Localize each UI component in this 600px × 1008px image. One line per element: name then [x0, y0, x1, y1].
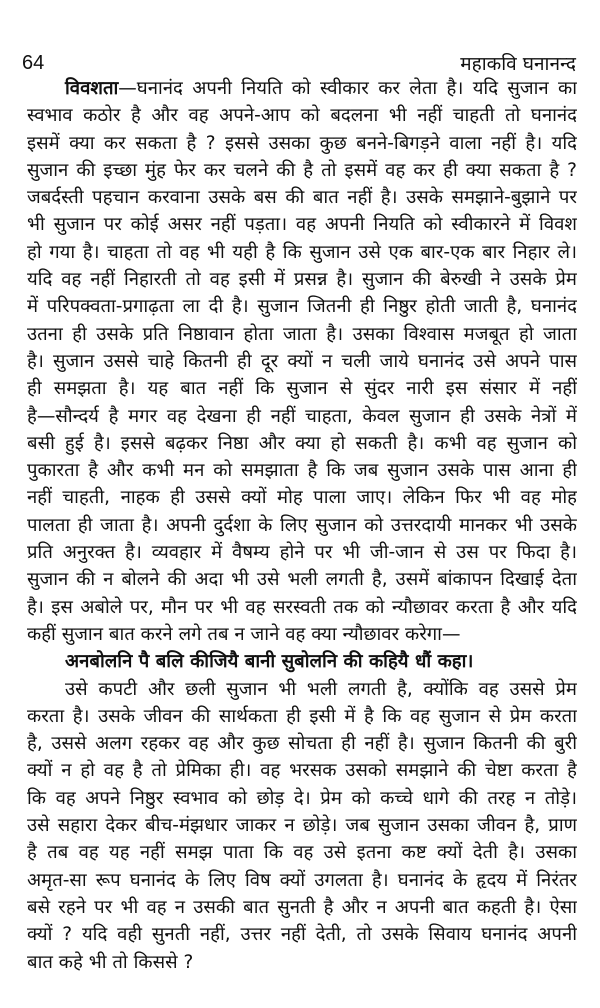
paragraph-line: करता है। उसके जीवन की सार्थकता ही इसी में है कि वह सुजान से प्रेम करता: [27, 705, 577, 727]
paragraph-line: पालता ही जाता है। अपनी दुर्दशा के लिए सुजान को उत्तरदायी मानकर भी उसके: [27, 514, 577, 536]
paragraph-line: यदि वह नहीं निहारती तो वह इसी में प्रसन्न है। सुजान की बेरुखी ने उसके प्रेम: [27, 269, 577, 291]
paragraph-line: बसी हुई है। इससे बढ़कर निष्ठा और क्या हो सकती है। कभी वह सुजान को: [27, 432, 577, 454]
line-text: —घनानंद अपनी नियति को स्वीकार कर लेता है। यदि सुजान का: [118, 78, 577, 99]
paragraph-line: है तब वह यह नहीं समझ पाता कि वह उसे इतना कष्ट क्यों देती है। उसका: [27, 842, 577, 864]
paragraph-line: है, उससे अलग रहकर वह और कुछ सोचता ही नहीं है। सुजान कितनी की बुरी: [27, 733, 577, 755]
paragraph-line: कहीं सुजान बात करने लगे तब न जाने वह क्या न्यौछावर करेगा—: [27, 623, 461, 645]
paragraph-line: है। सुजान उससे चाहे कितनी ही दूर क्यों न चली जाये घनानंद उसे अपने पास: [27, 350, 577, 372]
verse-line: अनबोलनि पै बलि कीजियै बानी सुबोलनि की कहियै धौं कहा।: [65, 651, 474, 673]
paragraph-line: ही समझता है। यह बात नहीं कि सुजान से सुंदर नारी इस संसार में नहीं: [27, 378, 577, 400]
paragraph-line: बसे रहने पर भी वह न उसकी बात सुनती है और न अपनी बात कहती है। ऐसा: [27, 896, 577, 918]
page-body: [27, 75, 577, 976]
page-header: [22, 50, 576, 76]
paragraph-line: उसे कपटी और छली सुजान भी भली लगती है, क्योंकि वह उससे प्रेम: [65, 678, 577, 700]
paragraph-line: है। इस अबोले पर, मौन पर भी वह सरस्वती तक को न्यौछावर करता है और यदि: [27, 596, 577, 618]
paragraph-line: पुकारता है और कभी मन को समझाता है कि जब सुजान उसके पास आना ही: [27, 460, 577, 482]
paragraph-line: क्यों न हो वह है तो प्रेमिका ही। वह भरसक उसको समझाने की चेष्टा करता है: [27, 760, 577, 782]
running-title: महाकवि घनानन्द: [460, 53, 576, 75]
section-heading: विवशता: [65, 78, 119, 99]
paragraph-line: क्यों ? यदि वही सुनती नहीं, उत्तर नहीं देती, तो उसके सिवाय घनानंद अपनी: [27, 924, 577, 946]
page-number: 64: [22, 51, 45, 74]
paragraph-line: उसे सहारा देकर बीच-मंझधार जाकर न छोड़े। जब सुजान उसका जीवन है, प्राण: [27, 815, 577, 837]
paragraph-line: स्वभाव कठोर है और वह अपने-आप को बदलना भी नहीं चाहती तो घनानंद: [27, 105, 577, 127]
paragraph-line: में परिपक्वता-प्रगाढ़ता ला दी है। सुजान जितनी ही निष्ठुर होती जाती है, घनानंद: [27, 296, 577, 318]
paragraph-line: भी सुजान पर कोई असर नहीं पड़ता। वह अपनी नियति को स्वीकारने में विवश: [27, 214, 577, 236]
paragraph-line: अमृत-सा रूप घनानंद के लिए विष क्यों उगलता है। घनानंद के हृदय में निरंतर: [27, 869, 577, 891]
paragraph-line: सुजान की न बोलने की अदा भी उसे भली लगती है, उसमें बांकापन दिखाई देता: [27, 569, 577, 591]
paragraph-line: इसमें क्या कर सकता है ? इससे उसका कुछ बनने-बिगड़ने वाला नहीं है। यदि: [27, 132, 577, 154]
paragraph-line: बात कहे भी तो किससे ?: [27, 951, 194, 973]
paragraph-line: कि वह अपने निष्ठुर स्वभाव को छोड़ दे। प्रेम को कच्चे धागे की तरह न तोड़े।: [27, 787, 577, 809]
paragraph-line: उतना ही उसके प्रति निष्ठावान होता जाता है। उसका विश्वास मजबूत हो जाता: [27, 323, 577, 345]
paragraph-line: हो गया है। चाहता तो वह भी यही है कि सुजान उसे एक बार-एक बार निहार ले।: [27, 241, 577, 263]
paragraph-line: नहीं चाहती, नाहक ही उससे क्यों मोह पाला जाए। लेकिन फिर भी वह मोह: [27, 487, 577, 509]
paragraph-line: है—सौन्दर्य है मगर वह देखना ही नहीं चाहता, केवल सुजान ही उसके नेत्रों में: [27, 405, 577, 427]
paragraph-line: [27, 75, 577, 102]
paragraph-line: सुजान की इच्छा मुंह फेर कर चलने की है तो इसमें वह कर ही क्या सकता है ?: [27, 159, 577, 181]
paragraph-line: जबर्दस्ती पहचान करवाना उसके बस की बात नहीं है। उसके समझाने-बुझाने पर: [27, 187, 577, 209]
paragraph-line: प्रति अनुरक्त है। व्यवहार में वैषम्य होने पर भी जी-जान से उस पर फिदा है।: [27, 542, 577, 564]
